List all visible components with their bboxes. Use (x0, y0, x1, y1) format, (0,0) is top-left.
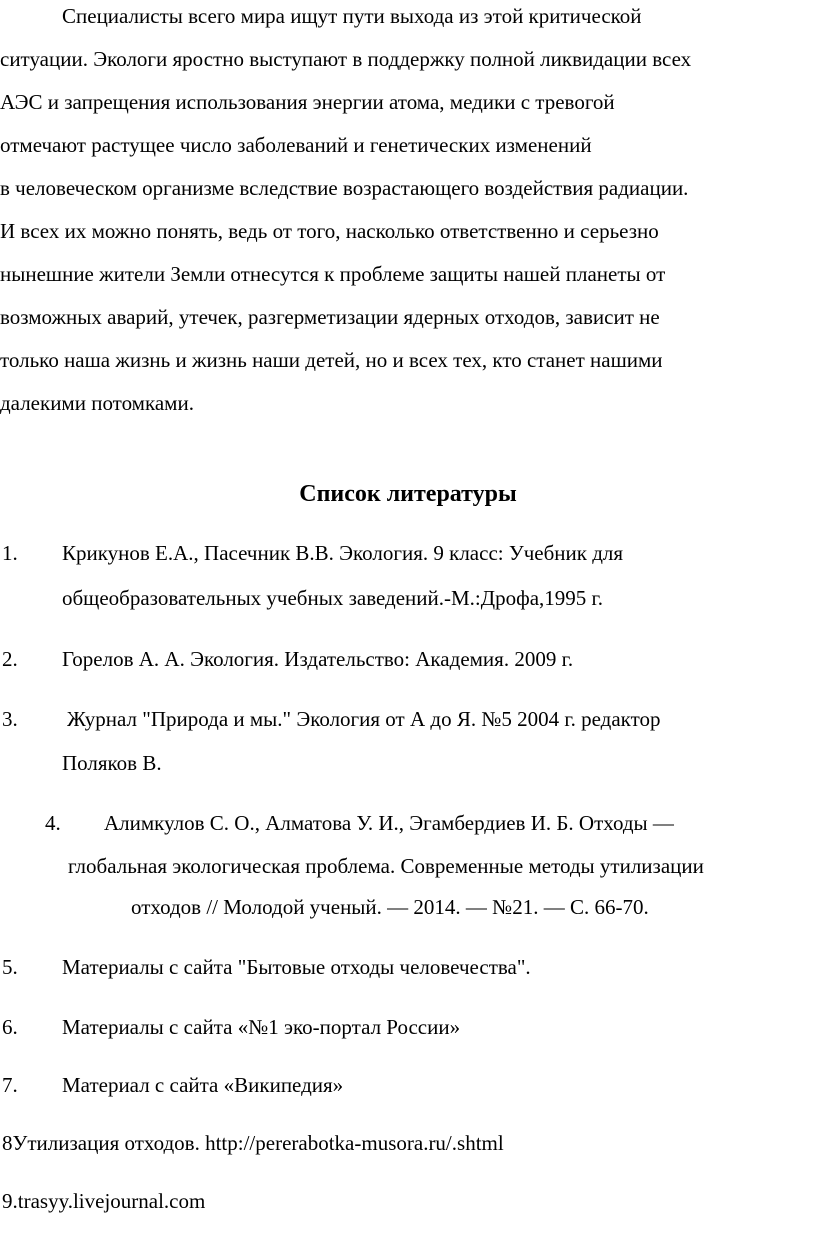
reference-number: 2. (2, 647, 18, 671)
paragraph-line: отмечают растущее число заболеваний и генетических изменений (0, 133, 592, 157)
reference-number: 3. (2, 707, 18, 731)
reference-text: Журнал "Природа и мы." Экология от А до Я. №5 2004 г. редактор (67, 707, 661, 731)
reference-number: 1. (2, 541, 18, 565)
reference-text: Материалы с сайта «№1 эко-портал России» (62, 1015, 461, 1039)
paragraph-line: нынешние жители Земли отнесутся к проблеме защиты нашей планеты от (0, 262, 666, 286)
reference-number: 7. (2, 1073, 18, 1097)
reference-text: Материал с сайта «Википедия» (62, 1073, 344, 1097)
paragraph-line: И всех их можно понять, ведь от того, насколько ответственно и серьезно (0, 219, 659, 243)
paragraph-line: далекими потомками. (0, 391, 194, 415)
paragraph-line: в человеческом организме вследствие возрастающего воздействия радиации. (0, 176, 689, 200)
reference-text: 9.trasyy.livejournal.com (2, 1189, 206, 1213)
paragraph-line: только наша жизнь и жизнь наши детей, но и всех тех, кто станет нашими (0, 348, 663, 372)
reference-number: 6. (2, 1015, 18, 1039)
reference-text: отходов // Молодой ученый. — 2014. — №21. — С. 66-70. (131, 895, 649, 919)
reference-text: Алимкулов С. О., Алматова У. И., Эгамбердиев И. Б. Отходы — (104, 811, 674, 835)
reference-text: Материалы с сайта "Бытовые отходы человечества". (62, 955, 531, 979)
reference-text: Крикунов Е.А., Пасечник В.В. Экология. 9 класс: Учебник для (62, 541, 624, 565)
reference-number: 5. (2, 955, 18, 979)
reference-text: Горелов А. А. Экология. Издательство: Академия. 2009 г. (62, 647, 574, 671)
paragraph-line: возможных аварий, утечек, разгерметизации ядерных отходов, зависит не (0, 305, 660, 329)
reference-number: 4. (45, 811, 61, 835)
paragraph-line: ситуации. Экологи яростно выступают в поддержку полной ликвидации всех (0, 47, 692, 71)
references-title: Список литературы (299, 481, 517, 507)
paragraph-line: Специалисты всего мира ищут пути выхода из этой критической (62, 4, 642, 28)
reference-text: Поляков В. (62, 751, 162, 775)
paragraph-line: АЭС и запрещения использования энергии атома, медики с тревогой (0, 90, 615, 114)
reference-text: общеобразовательных учебных заведений.-М.:Дрофа,1995 г. (62, 586, 604, 610)
reference-text: 8Утилизация отходов. http://pererabotka-musora.ru/.shtml (2, 1131, 504, 1155)
reference-text: глобальная экологическая проблема. Современные методы утилизации (68, 854, 704, 878)
